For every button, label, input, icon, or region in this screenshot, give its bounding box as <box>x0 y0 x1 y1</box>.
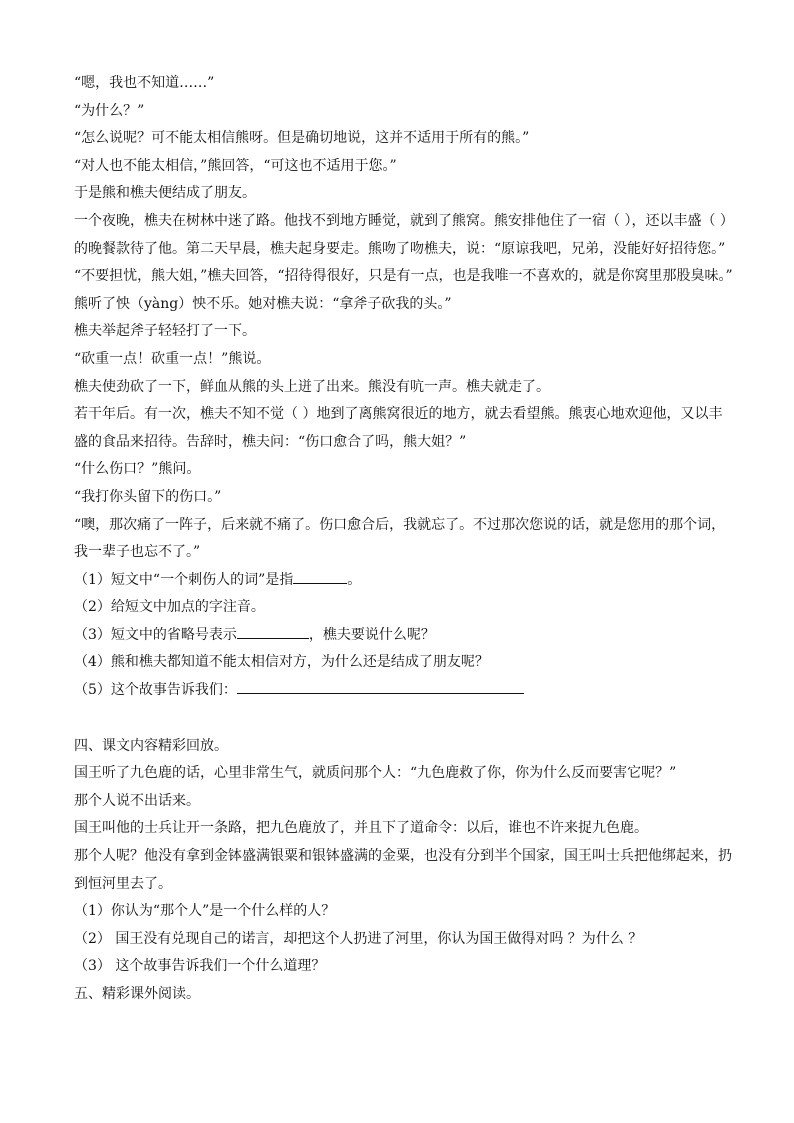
story-paragraph-12: 若干年后。有一次，樵夫不知不觉（ ）地到了离熊窝很近的地方，就去看望熊。熊衷心地欢迎他，又以丰盛的食品来招待。告辞时，樵夫问：“伤口愈合了吗，熊大姐？” <box>74 406 723 450</box>
section-4-paragraph-2: 那个人说不出话来。 <box>74 792 200 809</box>
section-spacer <box>74 705 734 733</box>
story-paragraph-6: 一个夜晚，樵夫在树林中迷了路。他找不到地方睡觉，就到了熊窝。熊安排他住了一宿（ ），还以丰盛（ ）的晚餐款待了他。第二天早晨，樵夫起身要走。熊吻了吻樵夫，说：“原谅我吧，兄弟，没能好好招待您。” <box>74 212 734 257</box>
story-paragraph-3: “怎么说呢？可不能太相信熊呀。但是确切地说，这并不适用于所有的熊。” <box>74 130 530 147</box>
story-paragraph-7: “不要担忧，熊大姐，”樵夫回答，“招待得很好，只是有一点，也是我唯一不喜欢的，就是你窝里那股臭味。” <box>74 268 733 285</box>
section-4-paragraph-4: 那个人呢？他没有拿到金钵盛满银粟和银钵盛满的金粟，也没有分到半个国家，国王叫士兵把他绑起来，扔到恒河里去了。 <box>74 848 732 892</box>
story-paragraph-11: 樵夫使劲砍了一下，鲜血从熊的头上迸了出来。熊没有吭一声。樵夫就走了。 <box>74 378 550 395</box>
question-3-text: （3）短文中的省略号表示 <box>74 626 237 643</box>
section-4-paragraph-3: 国王叫他的士兵让开一条路，把九色鹿放了，并且下了道命令：以后，谁也不许来捉九色鹿。 <box>74 820 648 837</box>
answer-blank-5[interactable] <box>237 679 524 694</box>
section-4-heading: 四、课文内容精彩回放。 <box>74 737 228 754</box>
story-paragraph-9: 樵夫举起斧子轻轻打了一下。 <box>74 323 256 340</box>
section-4-question-2: （2） 国王没有兑现自己的诺言，却把这个人扔进了河里，你认为国王做得对吗 ？为什么 ？ <box>74 930 643 947</box>
section-4-question-3: （3） 这个故事告诉我们一个什么道理？ <box>74 958 326 975</box>
question-3 <box>74 622 734 650</box>
section-4-paragraph-1: 国王听了九色鹿的话，心里非常生气，就质问那个人：“九色鹿救了你，你为什么反而要害它呢？” <box>74 765 677 782</box>
story-paragraph-13: “什么伤口？”熊问。 <box>74 461 201 478</box>
answer-blank-3[interactable] <box>237 624 309 639</box>
section-4-question-1: （1）你认为“那个人”是一个什么样的人？ <box>74 903 336 920</box>
question-1-text: （1）短文中“一个刺伤人的词”是指 <box>74 571 294 588</box>
question-1-end: 。 <box>347 571 362 588</box>
story-paragraph-2: “为什么？” <box>74 102 145 119</box>
story-paragraph-1: “嗯，我也不知道……” <box>74 75 215 91</box>
story-paragraph-8: 熊听了怏（yàng）怏不乐。她对樵夫说：“拿斧子砍我的头。” <box>74 295 452 312</box>
question-1 <box>74 567 734 595</box>
question-4: （4）熊和樵夫都知道不能太相信对方，为什么还是结成了朋友呢？ <box>74 654 489 671</box>
section-5-heading: 五、精彩课外阅读。 <box>74 986 200 1002</box>
story-paragraph-5: 于是熊和樵夫便结成了朋友。 <box>74 185 256 202</box>
story-paragraph-15: “噢，那次痛了一阵子，后来就不痛了。伤口愈合后，我就忘了。不过那次您说的话，就是您用的那个词，我一辈子也忘不了。” <box>74 516 726 561</box>
story-paragraph-14: “我打你头留下的伤口。” <box>74 488 222 505</box>
question-5 <box>74 677 734 705</box>
question-5-text: （5）这个故事告诉我们： <box>74 682 237 699</box>
story-paragraph-10: “砍重一点！砍重一点！”熊说。 <box>74 350 271 367</box>
answer-blank-1[interactable] <box>293 569 347 584</box>
question-3-end: ，樵夫要说什么呢？ <box>308 626 435 643</box>
question-2: （2）给短文中加点的字注音。 <box>74 599 265 616</box>
story-paragraph-4: “对人也不能太相信，”熊回答，“可这也不适用于您。” <box>74 157 397 174</box>
document-body <box>74 70 734 1009</box>
